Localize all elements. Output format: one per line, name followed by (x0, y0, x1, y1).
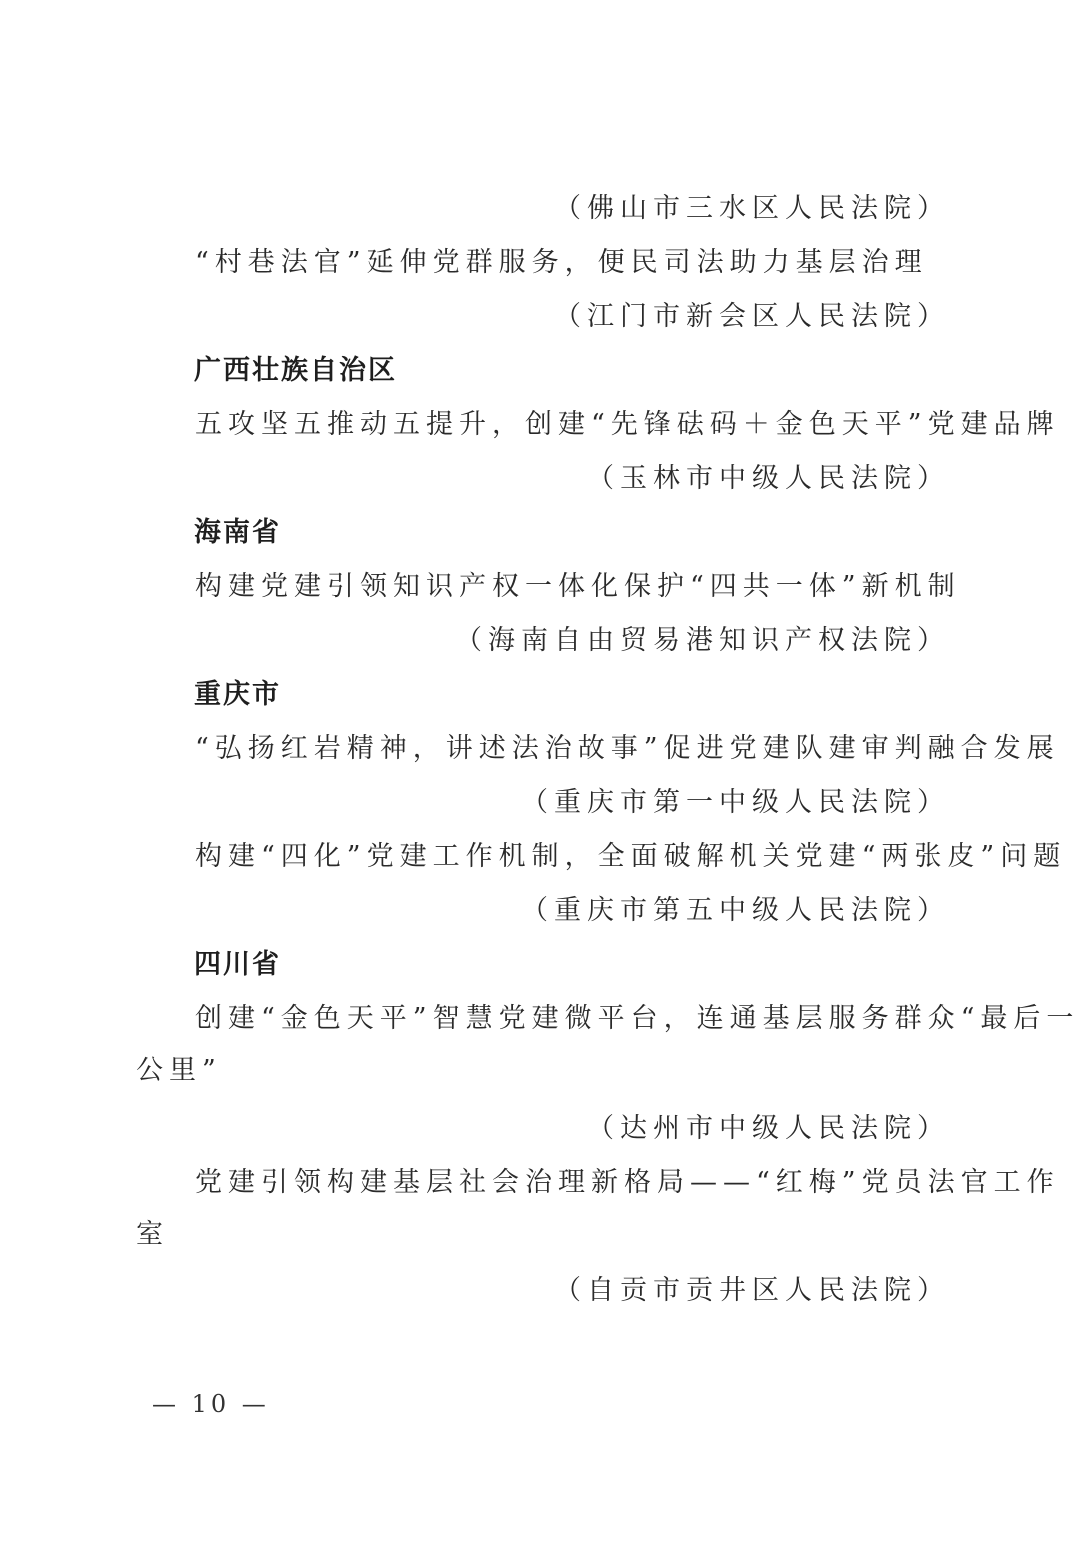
case-title: 构建党建引领知识产权一体化保护“四共一体”新机制 (195, 571, 961, 602)
region-heading: 重庆市 (194, 679, 281, 710)
court-name: （海南自由贸易港知识产权法院） (455, 625, 950, 656)
case-title: 构建“四化”党建工作机制，全面破解机关党建“两张皮”问题 (195, 841, 1067, 872)
court-name: （重庆市第五中级人民法院） (521, 895, 950, 926)
page-number: — 10 — (152, 1390, 270, 1418)
court-name: （达州市中级人民法院） (587, 1113, 950, 1144)
court-name: （重庆市第一中级人民法院） (521, 787, 950, 818)
case-title: 五攻坚五推动五提升，创建“先锋砝码＋金色天平”党建品牌 (195, 409, 1060, 440)
court-name: （江门市新会区人民法院） (554, 301, 950, 332)
region-heading: 广西壮族自治区 (194, 355, 397, 386)
case-title-continuation: 公里” (136, 1055, 222, 1086)
case-title: 党建引领构建基层社会治理新格局——“红梅”党员法官工作 (195, 1167, 1060, 1198)
case-title: 创建“金色天平”智慧党建微平台，连通基层服务群众“最后一 (195, 1003, 1080, 1034)
region-heading: 四川省 (194, 949, 281, 980)
region-heading: 海南省 (194, 517, 281, 548)
court-name: （佛山市三水区人民法院） (554, 193, 950, 224)
case-title-continuation: 室 (136, 1219, 169, 1250)
case-title: “村巷法官”延伸党群服务，便民司法助力基层治理 (195, 247, 928, 278)
case-title: “弘扬红岩精神，讲述法治故事”促进党建队建审判融合发展 (195, 733, 1060, 764)
court-name: （自贡市贡井区人民法院） (554, 1275, 950, 1306)
court-name: （玉林市中级人民法院） (587, 463, 950, 494)
